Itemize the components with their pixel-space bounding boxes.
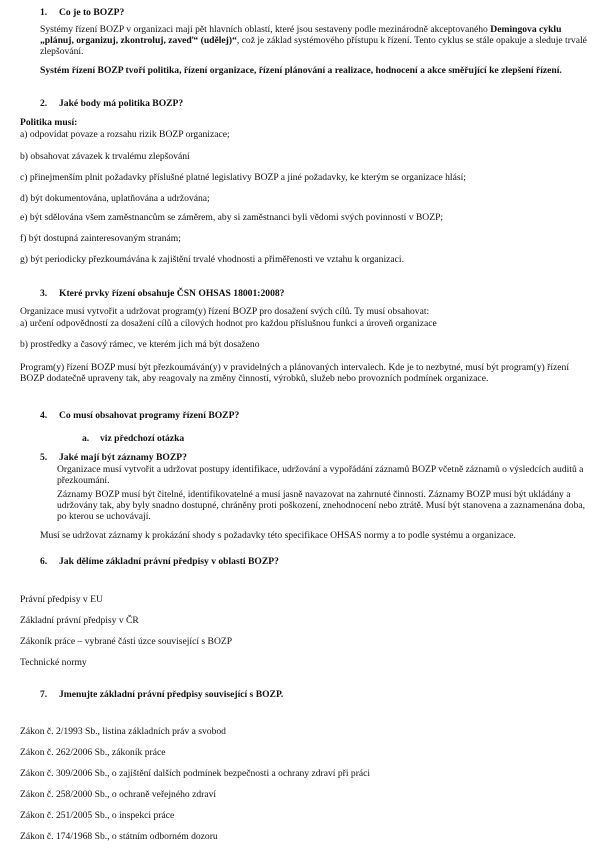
question-number: 4. — [40, 410, 48, 421]
question-7-heading — [40, 689, 283, 700]
q2-item: a) odpovídat povaze a rozsahu rizik BOZP organizace; — [20, 129, 230, 140]
question-5-heading — [40, 452, 187, 463]
question-6-heading — [40, 556, 279, 567]
question-title: Jmenujte základní právní předpisy související s BOZP. — [59, 689, 284, 700]
q2-item: d) být dokumentována, uplatňována a udržována; — [20, 193, 210, 204]
q7-item: Zákon č. 251/2005 Sb., o inspekci práce — [20, 810, 175, 821]
q3-item-a: a) určení odpovědností za dosažení cílů a cílových hodnot pro každou příslušnou funkci a úroveň organizace — [20, 318, 437, 329]
question-title: Které prvky řízení obsahuje ČSN OHSAS 18001:2008? — [59, 288, 285, 299]
q6-item: Právní předpisy v EU — [20, 594, 103, 605]
question-1-heading — [40, 7, 124, 18]
question-title: Co musí obsahovat programy řízení BOZP? — [59, 410, 240, 421]
q2-item: f) být dostupná zainteresovaným stranám; — [20, 233, 181, 244]
q7-item: Zákon č. 262/2006 Sb., zákoník práce — [20, 747, 166, 758]
q7-item: Zákon č. 258/2000 Sb., o ochraně veřejného zdraví — [20, 789, 217, 800]
q2-lead: Politika musí: — [20, 117, 78, 128]
q5-paragraph-2: Záznamy BOZP musí být čitelné, identifikovatelné a musí jasně navazovat na zahrnuté činnosti. Záznamy BOZP musí být ukládány a udržovány tak, aby byly snadno dostupné, chráněny proti poškození, znehodnocení nebo ztrátě. Musí být stanovena a zaznamenána doba, po kterou se uchovávají. — [57, 489, 586, 522]
answer-text: viz předchozí otázka — [100, 433, 185, 444]
question-4-heading — [40, 410, 239, 421]
q2-item: g) být periodicky přezkoumávána k zajištění trvalé vhodnosti a přiměřenosti ve vztahu k organizaci. — [20, 254, 404, 265]
question-number: 5. — [40, 452, 48, 463]
q6-item: Zákoník práce – vybrané části úzce související s BOZP — [20, 636, 233, 647]
q6-item: Technické normy — [20, 657, 87, 668]
question-number: 3. — [40, 288, 48, 299]
question-title: Jak dělíme základní právní předpisy v oblasti BOZP? — [59, 556, 279, 567]
q3-lead: Organizace musí vytvořit a udržovat program(y) řízení BOZP pro dosažení svých cílů. Ty musí obsahovat: — [20, 306, 430, 317]
question-title: Co je to BOZP? — [59, 7, 125, 18]
question-number: 6. — [40, 556, 48, 567]
q5-paragraph-3: Musí se udržovat záznamy k prokázání shody s požadavky této specifikace OHSAS normy a to podle systému a organizace. — [40, 530, 516, 541]
question-2-heading — [40, 98, 183, 109]
q7-item: Zákon č. 174/1968 Sb., o státním odborném dozoru — [20, 831, 218, 842]
question-number: 2. — [40, 98, 48, 109]
q2-item: b) obsahovat závazek k trvalému zlepšování — [20, 151, 190, 162]
q1-paragraph-2: Systém řízení BOZP tvoří politika, řízení organizace, řízení plánování a realizace, hodnocení a akce směřující ke zlepšení řízení. — [40, 65, 562, 76]
answer-label: a. — [82, 433, 90, 444]
q1-text: Systémy řízení BOZP v organizaci mají pět hlavních oblastí, které jsou sestaveny podle mezinárodně akceptovaného — [40, 24, 488, 35]
question-title: Jaké mají být záznamy BOZP? — [59, 452, 187, 463]
q4-answer — [82, 433, 184, 444]
q6-item: Základní právní předpisy v ČR — [20, 615, 139, 626]
question-3-heading — [40, 288, 284, 299]
q7-item: Zákon č. 309/2006 Sb., o zajištění dalších podmínek bezpečnosti a ochrany zdraví při práci — [20, 768, 371, 779]
q5-paragraph-1: Organizace musí vytvořit a udržovat postupy identifikace, udržování a vypořádání záznamů BOZP včetně záznamů o výsledcích auditů a přezkoumání. — [57, 464, 584, 486]
q1-deming-cycle: Demingova cyklu „plánuj, organizuj, zkontroluj, zaveď“ (udělej)“ — [40, 24, 562, 46]
q2-item: e) být sdělována všem zaměstnancům se záměrem, aby si zaměstnanci byli vědomi svých povinností v BOZP; — [20, 212, 444, 223]
q2-item: c) přinejmenším plnit požadavky příslušné platné legislativy BOZP a jiné požadavky, ke kterým se organizace hlásí; — [20, 172, 466, 183]
question-number: 1. — [40, 7, 48, 18]
question-title: Jaké body má politika BOZP? — [59, 98, 184, 109]
q3-item-b: b) prostředky a časový rámec, ve kterém jich má být dosaženo — [20, 339, 260, 350]
q1-paragraph-1 — [40, 24, 588, 57]
q7-item: Zákon č. 2/1993 Sb., listina základních práv a svobod — [20, 726, 226, 737]
question-number: 7. — [40, 689, 48, 700]
q3-paragraph: Program(y) řízení BOZP musí být přezkoumáván(y) v pravidelných a plánovaných intervalech. Kde je to nezbytné, musí být program(y) řízení BOZP dodatečně upraveny tak, aby reagovaly na změny činností, výrobků, služeb nebo provozních podmínek organizace. — [20, 362, 569, 384]
q1-text-continued: , což je základ systémového přístupu k řízení. Tento cyklus se stále opakuje a sleduje trvalé zlepšování. — [40, 35, 587, 57]
